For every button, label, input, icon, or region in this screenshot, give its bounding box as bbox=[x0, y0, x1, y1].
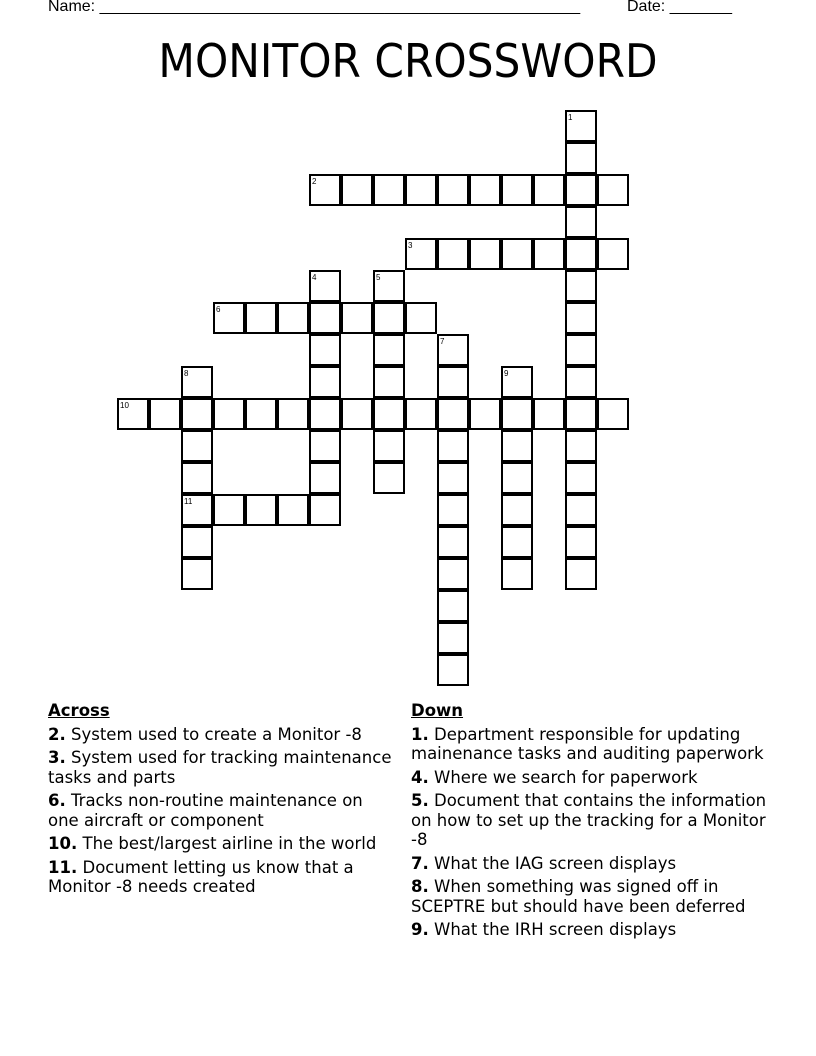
grid-cell[interactable] bbox=[501, 366, 533, 398]
grid-cell[interactable] bbox=[437, 526, 469, 558]
grid-cell[interactable] bbox=[469, 398, 501, 430]
grid-cell[interactable] bbox=[245, 398, 277, 430]
clue-number-label: 7 bbox=[440, 337, 445, 346]
grid-cell[interactable] bbox=[405, 398, 437, 430]
clue-number-label: 3 bbox=[408, 241, 413, 250]
grid-cell[interactable] bbox=[565, 526, 597, 558]
clue-number-label: 1 bbox=[568, 113, 573, 122]
grid-cell[interactable] bbox=[469, 174, 501, 206]
grid-cell[interactable] bbox=[309, 302, 341, 334]
grid-cell[interactable] bbox=[501, 238, 533, 270]
grid-cell[interactable] bbox=[501, 430, 533, 462]
name-field-label: Name: ______________________________________________________ bbox=[48, 0, 581, 15]
grid-cell[interactable] bbox=[181, 398, 213, 430]
grid-cell[interactable] bbox=[437, 238, 469, 270]
grid-cell[interactable] bbox=[437, 366, 469, 398]
grid-cell[interactable] bbox=[533, 174, 565, 206]
grid-cell[interactable] bbox=[565, 142, 597, 174]
grid-cell[interactable] bbox=[213, 302, 245, 334]
grid-cell[interactable] bbox=[437, 494, 469, 526]
grid-cell[interactable] bbox=[565, 558, 597, 590]
clue-number-label: 11 bbox=[184, 497, 193, 506]
grid-cell[interactable] bbox=[309, 462, 341, 494]
grid-cell[interactable] bbox=[309, 494, 341, 526]
grid-cell[interactable] bbox=[565, 110, 597, 142]
grid-cell[interactable] bbox=[437, 558, 469, 590]
down-clue: 8. When something was signed off in SCEPTRE but should have been deferred bbox=[411, 877, 746, 916]
clue-number-label: 10 bbox=[120, 401, 129, 410]
grid-cell[interactable] bbox=[373, 334, 405, 366]
grid-cell[interactable] bbox=[181, 526, 213, 558]
grid-cell[interactable] bbox=[341, 302, 373, 334]
grid-cell[interactable] bbox=[341, 174, 373, 206]
grid-cell[interactable] bbox=[501, 398, 533, 430]
grid-cell[interactable] bbox=[373, 302, 405, 334]
grid-cell[interactable] bbox=[565, 366, 597, 398]
grid-cell[interactable] bbox=[373, 270, 405, 302]
grid-cell[interactable] bbox=[565, 398, 597, 430]
grid-cell[interactable] bbox=[213, 398, 245, 430]
grid-cell[interactable] bbox=[277, 302, 309, 334]
grid-cell[interactable] bbox=[437, 462, 469, 494]
clue-number-label: 2 bbox=[312, 177, 317, 186]
grid-cell[interactable] bbox=[533, 398, 565, 430]
grid-cell[interactable] bbox=[597, 398, 629, 430]
clue-number-label: 9 bbox=[504, 369, 509, 378]
grid-cell[interactable] bbox=[565, 174, 597, 206]
grid-cell[interactable] bbox=[373, 430, 405, 462]
grid-cell[interactable] bbox=[309, 366, 341, 398]
grid-cell[interactable] bbox=[565, 270, 597, 302]
grid-cell[interactable] bbox=[309, 174, 341, 206]
across-clue: 10. The best/largest airline in the world bbox=[48, 834, 377, 853]
grid-cell[interactable] bbox=[565, 462, 597, 494]
grid-cell[interactable] bbox=[405, 302, 437, 334]
grid-cell[interactable] bbox=[245, 494, 277, 526]
clue-number-label: 4 bbox=[312, 273, 317, 282]
grid-cell[interactable] bbox=[565, 238, 597, 270]
grid-cell[interactable] bbox=[565, 334, 597, 366]
grid-cell[interactable] bbox=[277, 494, 309, 526]
down-heading: Down bbox=[411, 701, 464, 720]
grid-cell[interactable] bbox=[309, 270, 341, 302]
grid-cell[interactable] bbox=[309, 430, 341, 462]
across-heading: Across bbox=[48, 701, 110, 720]
grid-cell[interactable] bbox=[469, 238, 501, 270]
grid-cell[interactable] bbox=[309, 334, 341, 366]
grid-cell[interactable] bbox=[181, 494, 213, 526]
grid-cell[interactable] bbox=[213, 494, 245, 526]
grid-cell[interactable] bbox=[501, 558, 533, 590]
down-clue: 4. Where we search for paperwork bbox=[411, 767, 698, 787]
grid-cell[interactable] bbox=[437, 430, 469, 462]
grid-cell[interactable] bbox=[565, 494, 597, 526]
grid-cell[interactable] bbox=[437, 622, 469, 654]
grid-cell[interactable] bbox=[565, 206, 597, 238]
grid-cell[interactable] bbox=[501, 174, 533, 206]
grid-cell[interactable] bbox=[181, 430, 213, 462]
grid-cell[interactable] bbox=[437, 654, 469, 686]
grid-cell[interactable] bbox=[565, 430, 597, 462]
down-clue: 7. What the IAG screen displays bbox=[411, 853, 677, 873]
grid-cell[interactable] bbox=[597, 238, 629, 270]
grid-cell[interactable] bbox=[181, 462, 213, 494]
grid-cell[interactable] bbox=[565, 302, 597, 334]
grid-cell[interactable] bbox=[405, 238, 437, 270]
grid-cell[interactable] bbox=[117, 398, 149, 430]
grid-cell[interactable] bbox=[437, 174, 469, 206]
across-clue: 11. Document letting us know that a Monitor -8 needs created bbox=[48, 857, 354, 896]
grid-cell[interactable] bbox=[597, 174, 629, 206]
down-clue: 9. What the IRH screen displays bbox=[411, 920, 677, 939]
date-field-label: Date: _______ bbox=[627, 0, 732, 15]
grid-cell[interactable] bbox=[373, 366, 405, 398]
clue-number-label: 6 bbox=[216, 305, 221, 314]
grid-cell[interactable] bbox=[437, 334, 469, 366]
grid-cell[interactable] bbox=[373, 462, 405, 494]
clue-number-label: 8 bbox=[184, 369, 189, 378]
grid-cell[interactable] bbox=[149, 398, 181, 430]
grid-cell[interactable] bbox=[405, 174, 437, 206]
grid-cell[interactable] bbox=[533, 238, 565, 270]
clue-number-label: 5 bbox=[376, 273, 381, 282]
down-clue: 5. Document that contains the information on how to set up the tracking for a Monitor -8 bbox=[411, 791, 767, 849]
across-clue: 2. System used to create a Monitor -8 bbox=[48, 724, 362, 744]
across-clues bbox=[48, 701, 393, 901]
grid-cell[interactable] bbox=[181, 366, 213, 398]
grid-cell[interactable] bbox=[373, 174, 405, 206]
grid-cell[interactable] bbox=[501, 494, 533, 526]
grid-cell[interactable] bbox=[245, 302, 277, 334]
grid-cell[interactable] bbox=[373, 398, 405, 430]
across-clue: 6. Tracks non-routine maintenance on one aircraft or component bbox=[48, 791, 363, 830]
grid-cell[interactable] bbox=[501, 462, 533, 494]
grid-cell[interactable] bbox=[309, 398, 341, 430]
grid-cell[interactable] bbox=[501, 526, 533, 558]
grid-cell[interactable] bbox=[181, 558, 213, 590]
grid-cell[interactable] bbox=[341, 398, 373, 430]
down-clues bbox=[411, 701, 771, 944]
down-clue: 1. Department responsible for updating mainenance tasks and auditing paperwork bbox=[411, 724, 764, 763]
across-clue: 3. System used for tracking maintenance tasks and parts bbox=[48, 748, 392, 787]
grid-cell[interactable] bbox=[437, 398, 469, 430]
grid-cell[interactable] bbox=[437, 590, 469, 622]
grid-cell[interactable] bbox=[277, 398, 309, 430]
page-title: MONITOR CROSSWORD bbox=[158, 34, 658, 88]
